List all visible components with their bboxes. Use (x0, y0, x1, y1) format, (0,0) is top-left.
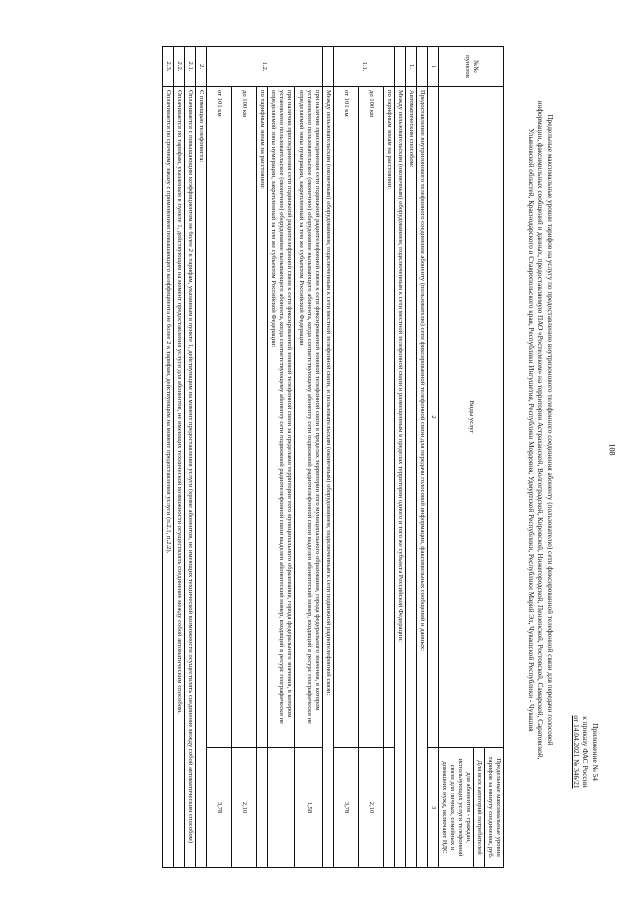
col-header-all-categories: Для всех категорий потребителей (473, 748, 483, 867)
row-text: по тарифным зонам на расстоянии: (383, 87, 394, 748)
tariff-value: 2,10 (358, 748, 383, 868)
table-row (394, 47, 405, 868)
tariff-table (162, 46, 504, 868)
appendix-date: от 14.04.2021 № 346/21 (571, 715, 581, 789)
col-header-rates: Предельные максимальные уровни тарифов за минуту соединения, руб. (484, 748, 503, 868)
row-text: Между пользовательским (оконечным) оборудованием, подключенным к сети местной телефонной связи и размещенным в пределах территории одного и того же субъекта Российской Федерации: (394, 87, 405, 868)
index-2: 2 (427, 87, 438, 748)
table-head-row (484, 47, 503, 868)
row-text: Оплачивается с повышающим коэффициентом не более 2 к тарифам, указанным в пункте 1, действующим на момент предоставления услуги (кроме абонентов, не имеющих технической возможности осуществлять соединение между собой автоматическим способом) (185, 87, 196, 868)
table-index-row (427, 47, 438, 868)
row-number: 2.3. (163, 47, 174, 87)
table-row (333, 47, 358, 868)
tariff-value: 2,10 (232, 748, 257, 868)
index-1: 1 (427, 47, 438, 87)
row-text: при наличии присоединения сети подвижной радиотелефонной связи к сети фиксированной зоновой телефонной связи за пределами территории того муниципального образования, города федерального значения, в котором установлено пользовательское (оконечное) оборудование вызывающего абонента, когда соответствующему абоненту сети подвижной радиотелефонной связи выделен абонентский номер, входящий в ресурс географически не определяемой зоны нумерации, закрепленный за тем же субъектом Российской Федерации: (268, 87, 295, 748)
table-row (257, 47, 268, 868)
table-row (405, 47, 416, 868)
row-number: 2.2. (174, 47, 185, 87)
index-3: 3 (427, 748, 438, 868)
col-header-citizens: для абонентов - граждан, использующих услуги телефонной связи для личных, семейных и домашних нужд, включают НДС (440, 758, 472, 857)
row-text: Автоматическим способом: (405, 87, 416, 868)
document-title: Предельные максимальные уровни тарифов на услугу по предоставлению внутризонового телефонного соединения абоненту (пользователю) сети фиксированной телефонной связи для передачи голосовой информации, факсимильных сообщений и данных, предоставляемую ПАО «Ростелеком» на территории Астраханской, Волгоградской, Кировской, Нижегородской, Пензенской, Ростовской, Самарской, Саратовской, Ульяновской областей, Краснодарского и Ставропольского края, Республики Ингушетия, Республики Мордовия, Удмуртской Республики, Республики Марий Эл, Чувашской Республики - Чувашия (527, 100, 554, 760)
row-number: 1.1. (333, 47, 394, 87)
table-row (358, 47, 383, 868)
row-text: при наличии присоединения сети подвижной радиотелефонной связи к сети фиксированной зоновой телефонной связи в пределах территории того муниципального образования, города федерального значения, в котором установлено пользовательское (оконечное) оборудование вызывающего абонента, когда соответствующему абоненту сети подвижной радиотелефонной связи выделен абонентский номер, входящий в ресурс географически не определяемой зоны нумерации, закрепленный за тем же субъектом Российской Федерации (295, 87, 322, 748)
table-row (163, 47, 174, 868)
col-header-service: Виды услуг (438, 87, 503, 748)
row-number: 1. (405, 47, 416, 87)
row-text: от 101 км (207, 87, 232, 748)
tariff-value: 3,78 (207, 748, 232, 868)
table-row (232, 47, 257, 868)
table-row (185, 47, 196, 868)
table-row (295, 47, 322, 868)
row-text: Оплачивается по тарифам, указанным в пункте 1, действующим на момент предоставления услуги для абонентов, не имеющих технической возможности осуществлять соединение между собой автоматическим способом. (174, 87, 185, 868)
row-number: 1.2. (207, 47, 322, 87)
row-text: Оплачивается по срочному заказу с применением повышающего коэффициента не более 2 к тарифам, действующим на момент предоставления услуги (п.2.1, п.2.2). (163, 87, 174, 868)
row-text: Между пользовательским (оконечным) оборудованием, подключенным к сети местной телефонной связи, и пользовательским (оконечным) оборудованием, подключенным к сети подвижной радиотелефонной связи: (322, 87, 333, 868)
table-row (207, 47, 232, 868)
row-text: по тарифным зонам на расстоянии: (257, 87, 268, 748)
table-row (383, 47, 394, 868)
row-number: 2. (196, 47, 207, 87)
row-text: до 100 км (232, 87, 257, 748)
appendix-reference (571, 652, 600, 852)
col-header-number: №№ пунктов (438, 47, 503, 87)
table-row (268, 47, 295, 868)
table-row (174, 47, 185, 868)
appendix-order: к приказу ФАС России (581, 716, 591, 788)
section-title: Предоставление внутризонового телефонного соединения абоненту (пользователю) сети фиксированной телефонной связи для передачи голосовой информации, факсимильных сообщений и данных: (416, 87, 427, 868)
tariff-value: 3,78 (333, 748, 358, 868)
page-number: 108 (607, 443, 617, 456)
appendix-number: Приложение № 54 (591, 723, 600, 781)
tariff-value: 1,58 (295, 748, 322, 868)
table-row (196, 47, 207, 868)
row-number: 2.1. (185, 47, 196, 87)
row-text: от 101 км (333, 87, 358, 748)
row-text: до 100 км (358, 87, 383, 748)
row-text: С помощью телефониста: (196, 87, 207, 868)
table-row (322, 47, 333, 868)
table-row (416, 47, 427, 868)
